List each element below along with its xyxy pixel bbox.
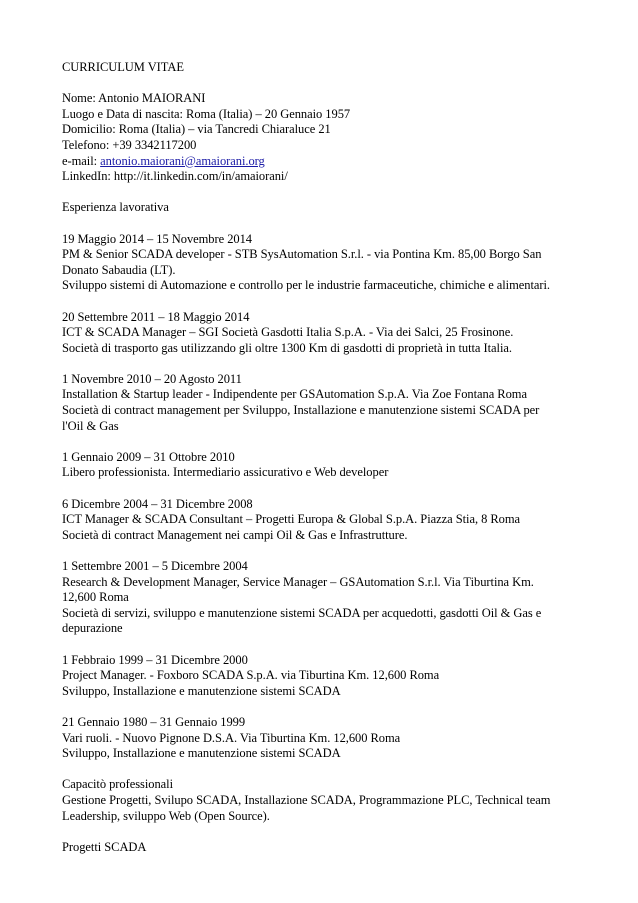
experience-line: ICT & SCADA Manager – SGI Società Gasdotti Italia S.p.A. - Via dei Salci, 25 Frosinone.	[62, 325, 514, 340]
experience-dates: 6 Dicembre 2004 – 31 Dicembre 2008	[62, 496, 253, 511]
experience-entry	[62, 715, 622, 762]
experience-dates: 20 Settembre 2011 – 18 Maggio 2014	[62, 309, 250, 324]
skills-line: Leadership, sviluppo Web (Open Source).	[62, 808, 270, 823]
experience-entry	[62, 497, 622, 544]
phone-line: Telefono: +39 3342117200	[62, 137, 197, 152]
experience-line: Società di servizi, sviluppo e manutenzione sistemi SCADA per acquedotti, gasdotti Oil & Gas e	[62, 605, 542, 620]
experience-line: PM & Senior SCADA developer - STB SysAutomation S.r.l. - via Pontina Km. 85,00 Borgo San	[62, 247, 542, 262]
experience-dates: 21 Gennaio 1980 – 31 Gennaio 1999	[62, 714, 246, 729]
experience-line: Vari ruoli. - Nuovo Pignone D.S.A. Via Tiburtina Km. 12,600 Roma	[62, 730, 401, 745]
experience-line: Sviluppo sistemi di Automazione e controllo per le industrie farmaceutiche, chimiche e alimentari.	[62, 278, 551, 293]
skills-section	[62, 777, 622, 824]
experience-line: depurazione	[62, 621, 123, 636]
experience-dates: 1 Febbraio 1999 – 31 Dicembre 2000	[62, 652, 248, 667]
experience-entry	[62, 372, 622, 434]
birth-line: Luogo e Data di nascita: Roma (Italia) – 20 Gennaio 1957	[62, 106, 351, 121]
experience-line: Sviluppo, Installazione e manutenzione sistemi SCADA	[62, 746, 341, 761]
experience-line: l'Oil & Gas	[62, 418, 119, 433]
name-line: Nome: Antonio MAIORANI	[62, 91, 206, 106]
experience-entry	[62, 232, 622, 294]
cv-page	[62, 60, 622, 855]
experience-dates: 1 Settembre 2001 – 5 Dicembre 2004	[62, 559, 248, 573]
document-title: CURRICULUM VITAE	[62, 60, 184, 74]
skills-heading: Capacitò professionali	[62, 777, 174, 792]
experience-entry	[62, 450, 622, 481]
email-link[interactable]: antonio.maiorani@amaiorani.org	[100, 153, 265, 168]
personal-info	[62, 91, 622, 185]
experience-entry	[62, 310, 622, 357]
experience-line: Sviluppo, Installazione e manutenzione sistemi SCADA	[62, 683, 341, 698]
experience-line: ICT Manager & SCADA Consultant – Progetti Europa & Global S.p.A. Piazza Stia, 8 Roma	[62, 512, 521, 527]
experience-line: Research & Development Manager, Service Manager – GSAutomation S.r.l. Via Tiburtina Km.	[62, 574, 534, 589]
experience-dates: 19 Maggio 2014 – 15 Novembre 2014	[62, 231, 252, 246]
skills-line: Gestione Progetti, Svilupo SCADA, Installazione SCADA, Programmazione PLC, Technical team	[62, 792, 551, 807]
experience-line: Società di contract management per Sviluppo, Installazione e manutenzione sistemi SCADA per	[62, 403, 540, 418]
experience-line: Installation & Startup leader - Indipendente per GSAutomation S.p.A. Via Zoe Fontana Roma	[62, 387, 527, 402]
email-line	[62, 154, 622, 170]
experience-heading: Esperienza lavorativa	[62, 200, 169, 215]
email-label: e-mail:	[62, 153, 101, 168]
experience-line: Società di trasporto gas utilizzando gli oltre 1300 Km di gasdotti di proprietà in tutta Italia.	[62, 340, 512, 355]
address-line: Domicilio: Roma (Italia) – via Tancredi Chiaraluce 21	[62, 122, 331, 137]
experience-line: Donato Sabaudia (LT).	[62, 262, 176, 277]
experience-dates: 1 Gennaio 2009 – 31 Ottobre 2010	[62, 449, 235, 464]
experience-entry	[62, 559, 622, 637]
projects-heading: Progetti SCADA	[62, 839, 147, 854]
experience-line: Società di contract Management nei campi Oil & Gas e Infrastrutture.	[62, 527, 408, 542]
experience-entry	[62, 653, 622, 700]
experience-line: Project Manager. - Foxboro SCADA S.p.A. via Tiburtina Km. 12,600 Roma	[62, 668, 440, 683]
experience-line: Libero professionista. Intermediario assicurativo e Web developer	[62, 465, 389, 480]
linkedin-line: LinkedIn: http://it.linkedin.com/in/amaiorani/	[62, 169, 288, 184]
experience-line: 12,600 Roma	[62, 590, 129, 605]
experience-dates: 1 Novembre 2010 – 20 Agosto 2011	[62, 371, 242, 386]
experience-list	[62, 232, 622, 762]
